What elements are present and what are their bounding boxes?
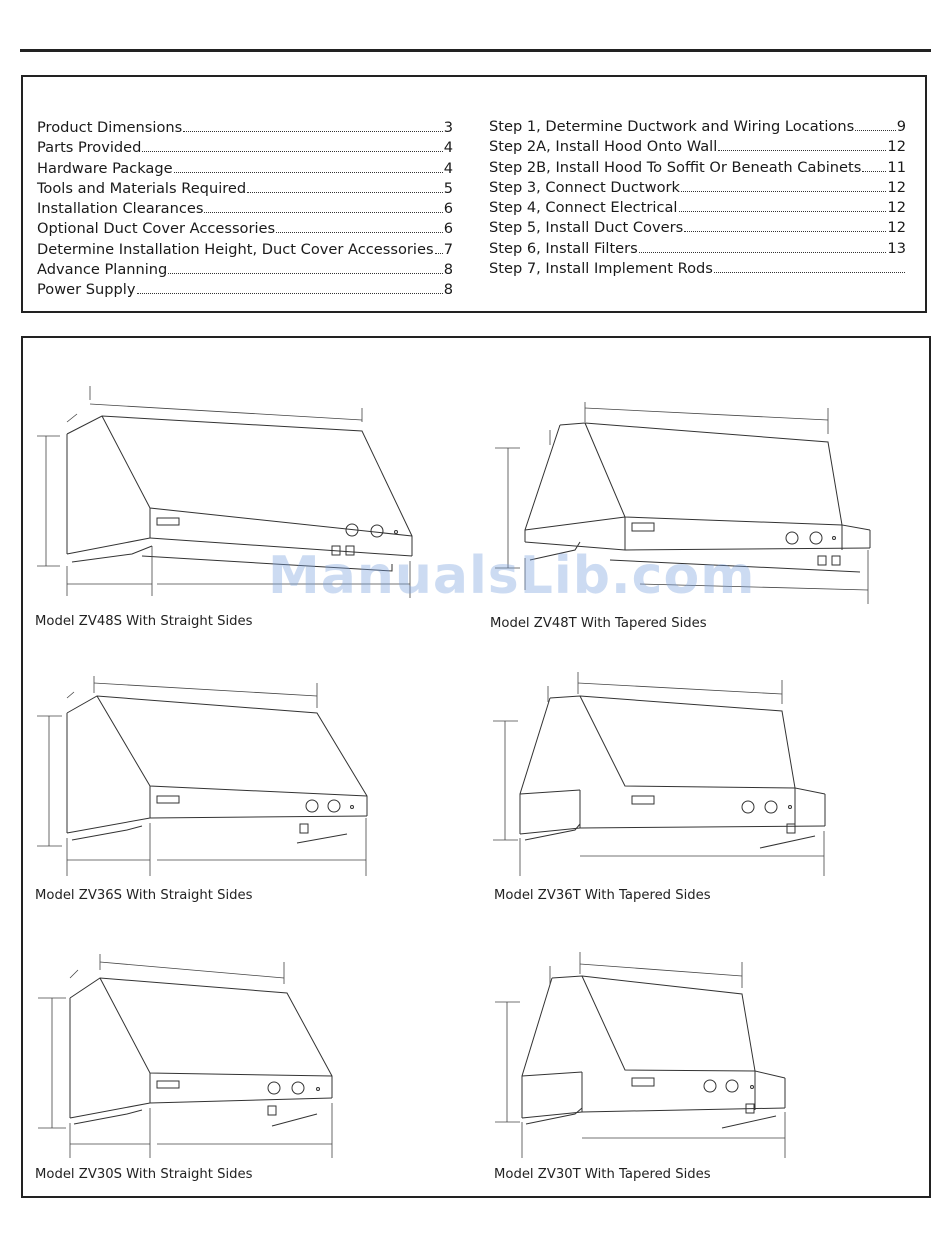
- range-hood-line-drawing: [490, 946, 800, 1160]
- toc-entry[interactable]: Installation Clearances 6: [37, 200, 453, 218]
- figure-caption: Model ZV36S With Straight Sides: [35, 888, 253, 903]
- toc-entry[interactable]: Step 6, Install Filters 13: [489, 239, 906, 257]
- toc-entry[interactable]: Advance Planning 8: [37, 261, 453, 279]
- watermark: ManualsLib.com: [268, 546, 756, 606]
- header-rule: [20, 49, 931, 52]
- toc-entry[interactable]: Power Supply 8: [37, 281, 453, 299]
- figure-caption: Model ZV48S With Straight Sides: [35, 614, 253, 629]
- toc-entry[interactable]: Parts Provided 4: [37, 139, 453, 157]
- figure-caption: Model ZV48T With Tapered Sides: [490, 616, 707, 631]
- toc-entry[interactable]: Step 2B, Install Hood To Soffit Or Beneath Cabinets 11: [489, 158, 906, 176]
- toc-entry[interactable]: Step 2A, Install Hood Onto Wall 12: [489, 138, 906, 156]
- toc-entry[interactable]: Step 5, Install Duct Covers 12: [489, 219, 906, 237]
- range-hood-line-drawing: [32, 668, 382, 878]
- figure-caption: Model ZV30T With Tapered Sides: [494, 1167, 711, 1182]
- toc-entry[interactable]: Step 4, Connect Electrical 12: [489, 199, 906, 217]
- figure-caption: Model ZV36T With Tapered Sides: [494, 888, 711, 903]
- toc-right-column: [489, 117, 906, 279]
- toc-entry[interactable]: Step 1, Determine Ductwork and Wiring Locations 9: [489, 118, 906, 135]
- table-of-contents: [21, 75, 927, 313]
- range-hood-line-drawing: [32, 948, 342, 1160]
- toc-entry[interactable]: Step 3, Connect Ductwork 12: [489, 178, 906, 196]
- toc-entry[interactable]: Determine Installation Height, Duct Cover Accessories 7: [37, 240, 453, 258]
- toc-left-column: [37, 118, 453, 301]
- toc-entry[interactable]: Step 7, Install Implement Rods: [489, 259, 906, 279]
- toc-entry[interactable]: Optional Duct Cover Accessories 6: [37, 220, 453, 238]
- toc-entry[interactable]: Hardware Package 4: [37, 159, 453, 177]
- figure-caption: Model ZV30S With Straight Sides: [35, 1167, 253, 1182]
- toc-entry[interactable]: Product Dimensions 3: [37, 119, 453, 136]
- toc-entry[interactable]: Tools and Materials Required 5: [37, 179, 453, 197]
- range-hood-line-drawing: [490, 666, 840, 878]
